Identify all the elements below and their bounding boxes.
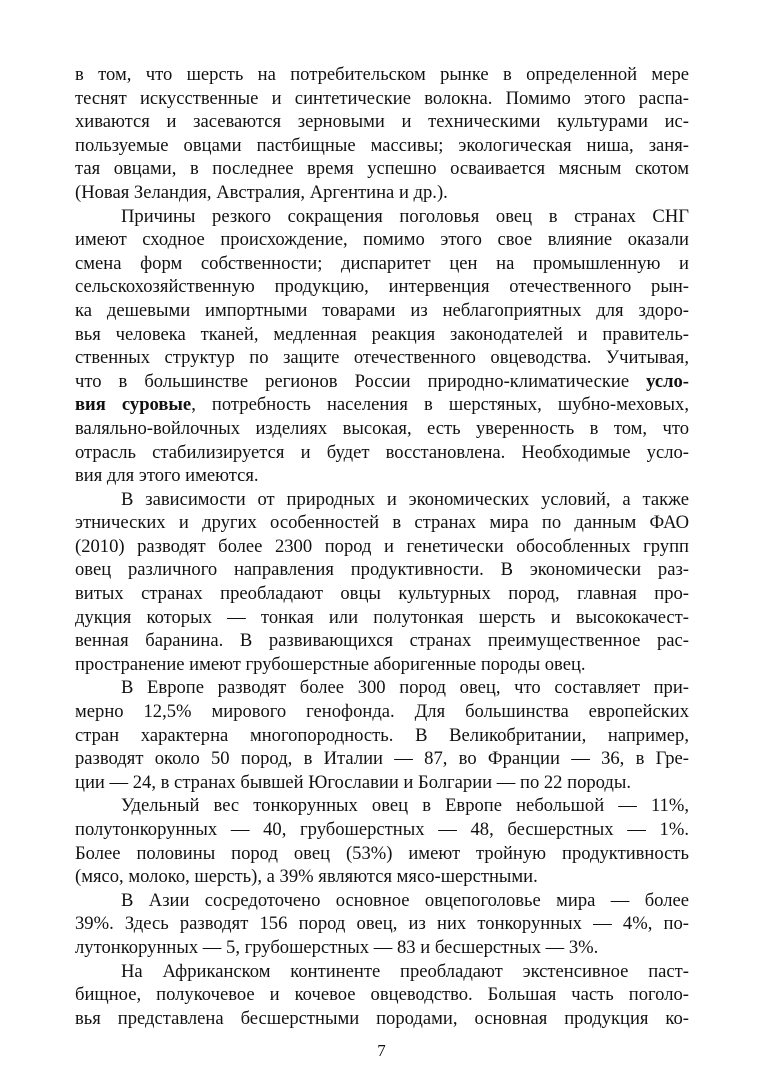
text-line: Удельный вес тонкорунных овец в Европе небольшой — 11%, [121,795,689,817]
text-line: венная баранина. В развивающихся странах преимущественное рас- [75,630,689,652]
text-line: лутонкорунных — 5, грубошерстных — 83 и бесшерстных — 3%. [75,936,599,958]
text-line: отрасль стабилизируется и будет восстановлена. Необходимые усло- [75,441,689,463]
text-line: В Азии сосредоточено основное овцепоголовье мира — более [121,889,689,911]
bold-term: усло- [646,370,689,392]
text-line: Более половины пород овец (53%) имеют тройную продуктивность [75,842,689,864]
text-line: сельскохозяйственную продукцию, интервенция отечественного рын- [75,276,689,298]
paragraph [75,488,689,677]
text-line: В Европе разводят более 300 пород овец, что составляет при- [121,677,689,699]
text-line: в том, что шерсть на потребительском рынке в определенной мере [75,64,689,85]
text-line: этнических и других особенностей в странах мира по данным ФАО [75,512,689,534]
text-line: витых странах преобладают овцы культурных пород, главная про- [75,583,689,605]
text-line: имеют сходное происхождение, помимо этого свое влияние оказали [75,229,689,251]
paragraph [75,63,689,205]
text-line: тая овцами, в последнее время успешно осваивается мясным скотом [75,158,689,180]
text-line: хиваются и засеваются зерновыми и техническими культурами ис- [75,111,689,133]
text-line: ка дешевыми импортными товарами из неблагоприятных для здоро- [75,299,689,321]
text-line: вия для этого имеются. [75,465,259,487]
text-line: ции — 24, в странах бывшей Югославии и Болгарии — по 22 породы. [75,771,632,793]
text-line: (Новая Зеландия, Австралия, Аргентина и др.). [75,181,448,203]
text-line: мерно 12,5% мирового генофонда. Для большинства европейских [75,701,689,723]
text-line: 39%. Здесь разводят 156 пород овец, из них тонкорунных — 4%, по- [75,913,689,935]
text-line: вья представлена бесшерстными породами, основная продукция ко- [75,1007,689,1029]
text-line: пространение имеют грубошерстные аборигенные породы овец. [75,653,586,675]
text-line: дукция которых — тонкая или полутонкая шерсть и высококачест- [75,606,689,628]
bold-term: вия суровые [75,394,192,416]
text-line: (мясо, молоко, шерсть), а 39% являются мясо-шерстными. [75,866,538,888]
paragraph [75,960,689,1031]
text-line: вья человека тканей, медленная реакция законодателей и правитель- [75,323,689,345]
text-line: ственных структур по защите отечественного овцеводства. Учитывая, [75,347,689,369]
text-line: Причины резкого сокращения поголовья овец в странах СНГ [121,205,689,227]
paragraph [75,794,689,888]
document-body [75,63,689,1030]
text-line: теснят искусственные и синтетические волокна. Помимо этого распа- [75,87,689,109]
page-number: 7 [377,1041,386,1060]
text-line: овец различного направления продуктивности. В экономически раз- [75,559,689,581]
text-line: (2010) разводят более 2300 пород и генетически обособленных групп [75,535,689,557]
text-line: полутонкорунных — 40, грубошерстных — 48, бесшерстных — 1%. [75,819,689,840]
text-line: стран характерна многопородность. В Великобритании, например, [75,724,689,746]
paragraph [75,676,689,794]
text-line: В зависимости от природных и экономических условий, а также [121,488,689,510]
paragraph [75,889,689,960]
text-line: вия суровые, потребность населения в шерстяных, шубно-меховых, [75,394,689,416]
text-line: разводят около 50 пород, в Италии — 87, во Франции — 36, в Гре- [75,748,689,770]
text-line: что в большинстве регионов России природно-климатические усло- [75,370,689,392]
text-line: бищное, полукочевое и кочевое овцеводство. Большая часть поголо- [75,984,689,1006]
text-line: На Африканском континенте преобладают экстенсивное паст- [121,960,689,982]
paragraph [75,205,689,488]
text-line: валяльно-войлочных изделиях высокая, есть уверенность в том, что [75,417,689,439]
text-line: пользуемые овцами пастбищные массивы; экологическая ниша, заня- [75,134,689,156]
text-line: смена форм собственности; диспаритет цен на промышленную и [75,252,689,274]
